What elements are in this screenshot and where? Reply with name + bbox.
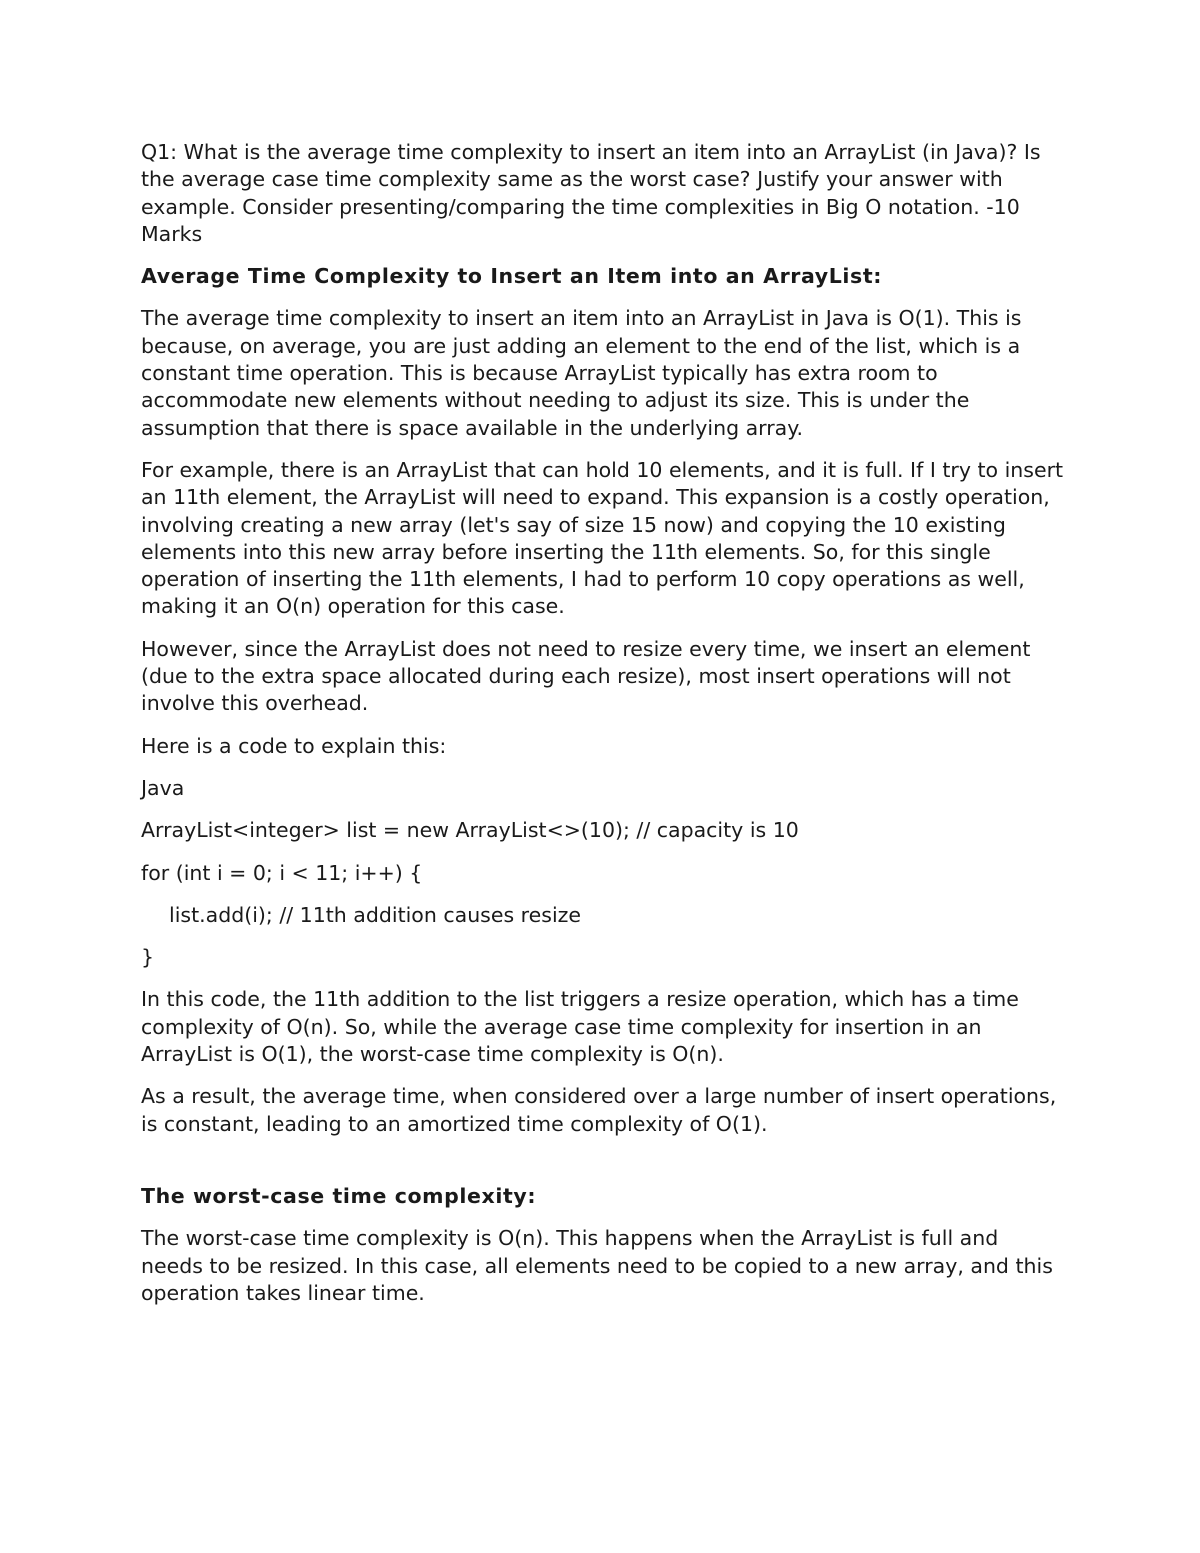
question-text: Q1: What is the average time complexity to insert an item into an ArrayList (in Java)? Is the average case time complexity same as the worst case? Justify your answer with example. Consider presenting/comparing the time complexities in Big O notation. -10 Marks: [141, 140, 1041, 246]
average-complexity-heading: Average Time Complexity to Insert an Item into an ArrayList:: [141, 264, 883, 289]
code-line: }: [141, 945, 155, 970]
code-line: ArrayList<integer> list = new ArrayList<>(10); // capacity is 10: [141, 818, 799, 843]
average-paragraph-3: However, since the ArrayList does not need to resize every time, we insert an element (due to the extra space allocated during each resize), most insert operations will not involve this overhead.: [141, 636, 1031, 716]
worst-case-paragraph: The worst-case time complexity is O(n). This happens when the ArrayList is full and needs to be resized. In this case, all elements need to be copied to a new array, and this operation takes linear time.: [141, 1226, 1053, 1305]
amortized-conclusion: As a result, the average time, when considered over a large number of insert operations, is constant, leading to an amortized time complexity of O(1).: [141, 1084, 1057, 1136]
code-explanation: In this code, the 11th addition to the list triggers a resize operation, which has a time complexity of O(n). So, while the average case time complexity for insertion in an ArrayList is O(1), the worst-case time complexity is O(n).: [141, 987, 1019, 1067]
worst-case-heading: The worst-case time complexity:: [141, 1183, 537, 1208]
average-paragraph-2: For example, there is an ArrayList that can hold 10 elements, and it is full. If I try to insert an 11th element, the ArrayList will need to expand. This expansion is a costly operation, involving creating a new array (let's say of size 15 now) and copying the 10 existing elements into this new array before inserting the 11th elements. So, for this single operation of inserting the 11th elements, I had to perform 10 copy operations as well, making it an O(n) operation for this case.: [141, 457, 1064, 619]
average-paragraph-1: The average time complexity to insert an item into an ArrayList in Java is O(1). This is because, on average, you are just adding an element to the end of the list, which is a constant time operation. This is because ArrayList typically has extra room to accommodate new elements without needing to adjust its size. This is under the assumption that there is space available in the underlying array.: [141, 306, 1022, 440]
code-intro: Here is a code to explain this:: [141, 733, 447, 758]
document-body: [141, 139, 1066, 1322]
code-line: list.add(i); // 11th addition causes resize: [169, 902, 582, 927]
code-block: [141, 817, 1066, 971]
code-line: for (int i = 0; i < 11; i++) {: [141, 860, 423, 885]
code-language-label: Java: [141, 775, 185, 800]
